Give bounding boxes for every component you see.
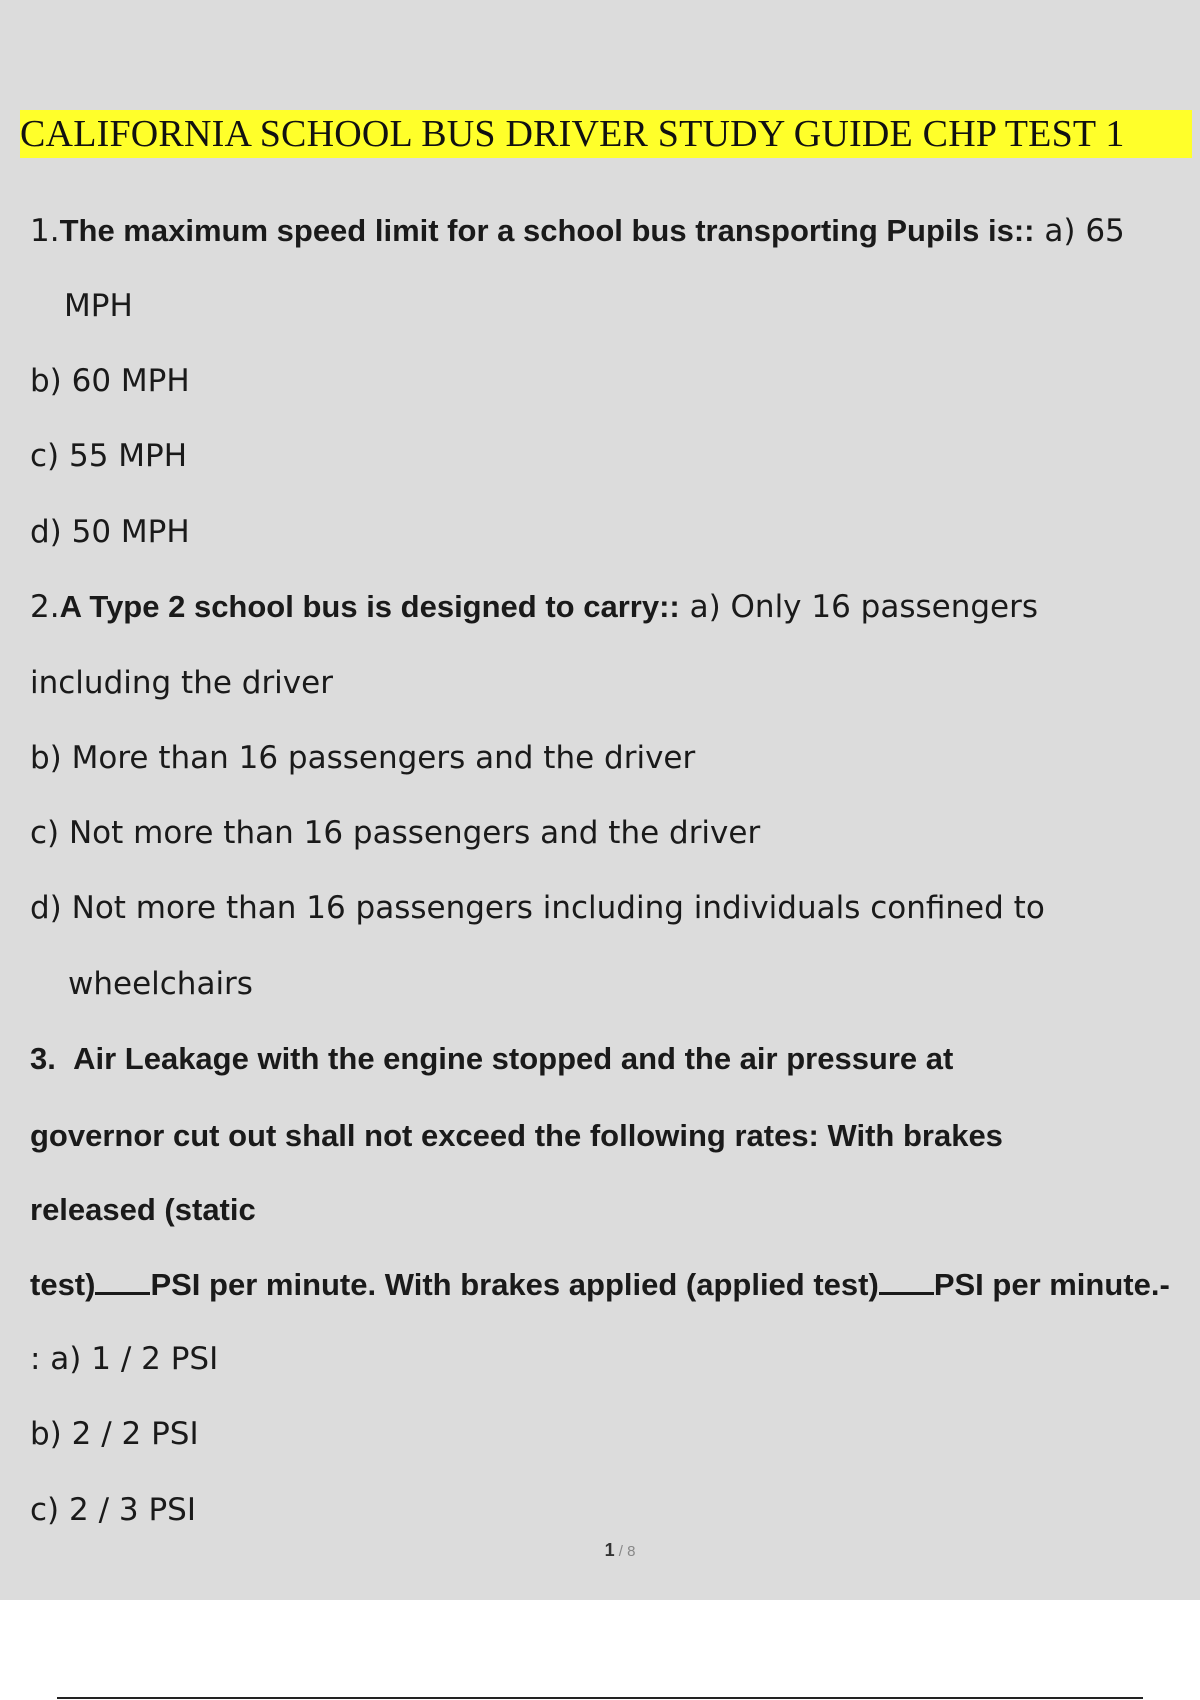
question-3-text-line-2: governor cut out shall not exceed the following rates: With brakes [30,1118,1003,1153]
blank-line [95,1266,150,1295]
question-1-option-c: c) 55 MPH [30,438,188,474]
question-3-text-line-4: test) PSI per minute. With brakes applied (applied test) PSI per minute.- [30,1267,1170,1302]
question-3-text-line-1: Air Leakage with the engine stopped and the air pressure at [73,1041,954,1076]
question-2-option-b: b) More than 16 passengers and the driver [30,740,696,776]
question-1 [30,211,1125,251]
question-2-option-c: c) Not more than 16 passengers and the driver [30,815,761,851]
question-1-option-b: b) 60 MPH [30,363,190,399]
page-separator: / [614,1543,628,1560]
question-2-option-d: d) Not more than 16 passengers including individuals confined to [30,890,1045,926]
question-3-option-c: c) 2 / 3 PSI [30,1492,196,1528]
question-1-text: The maximum speed limit for a school bus transporting Pupils is:: [59,213,1035,248]
question-3 [30,1039,953,1079]
question-2-number: 2. [30,589,60,625]
next-page-rule [57,1697,1143,1699]
question-1-option-a: a) 65 [1034,213,1125,249]
question-2 [30,587,1038,627]
question-3-number: 3. [30,1041,56,1076]
page-indicator [0,1540,1200,1561]
page-total: 8 [627,1543,636,1560]
question-3-option-b: b) 2 / 2 PSI [30,1416,199,1452]
question-3-option-a: : a) 1 / 2 PSI [30,1341,219,1377]
question-2-option-a-continued: including the driver [30,665,333,701]
question-2-text: A Type 2 school bus is designed to carry:: [59,589,680,624]
question-1-option-d: d) 50 MPH [30,514,190,550]
question-1-option-a-continued: MPH [64,288,133,324]
page-current: 1 [604,1540,615,1560]
question-3-text-line-3: released (static [30,1192,256,1227]
question-1-number: 1. [30,213,60,249]
document-title: CALIFORNIA SCHOOL BUS DRIVER STUDY GUIDE CHP TEST 1 [20,110,1192,158]
question-2-option-a: a) Only 16 passengers [679,589,1039,625]
blank-line [879,1266,934,1295]
question-2-option-d-continued: wheelchairs [68,966,253,1002]
